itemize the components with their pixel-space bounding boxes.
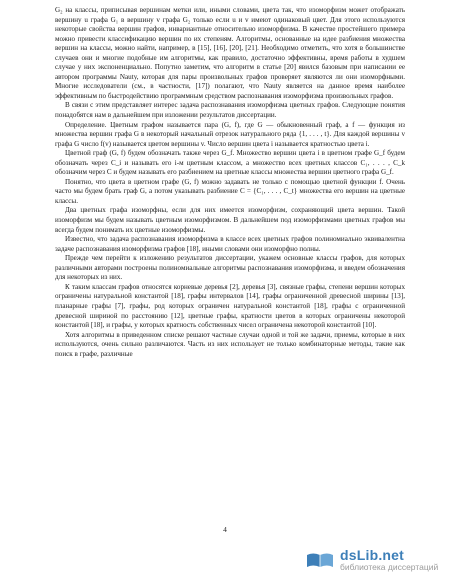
paragraph-8: Прежде чем перейти к изложению результатов диссертации, укажем основные классы графов, для которых различными авторами построены полиномиальные алгоритмы распознавания изоморфизма, и введем обозначения для некоторых из них. [55, 254, 405, 282]
paragraph-5: Понятно, что цвета в цветном графе (G, f) можно задавать не только с помощью цветной функции f. Очень часто мы будем брать граф G, а потом указывать разбиение C = {C₁, . . . , C_t} множества его вершин на цветные классы. [55, 177, 405, 205]
watermark[interactable] [305, 546, 438, 574]
paragraph-6: Два цветных графа изоморфны, если для них имеется изоморфизм, сохраняющий цвета вершин. Такой изоморфизм мы будем называть цветным изоморфизмом. В дальнейшем под изоморфизмами цветных графов мы всегда будем понимать их цветные изоморфизмы. [55, 206, 405, 234]
body-text [55, 6, 405, 359]
watermark-subtitle: библиотека диссертаций [340, 561, 439, 572]
paragraph-10: Хотя алгоритмы в приведенном списке решают частные случаи одной и той же задачи, приемы, которые в них используются, очень сильно различаются. Часть из них использует не только комбинаторные методы, такие как поиск в графе, различные [55, 330, 405, 358]
paragraph-9: К таким классам графов относятся корневые деревья [2], деревья [3], связные графы, степени вершин которых ограничены натуральной константой [18], графы интервалов [14], графы ограниченной древесной ширины [13], планарные графы [7], графы, род которых ограничен натуральной константой [18], графы с ограниченной древесной шириной по расстоянию [12], цветные графы, кратности цветов в которых ограничены некоторой константой [18], и графы, у которых кратность собственных чисел ограничена некоторой константой [10]. [55, 282, 405, 330]
book-logo-icon [305, 551, 335, 569]
paragraph-4: Цветной граф (G, f) будем обозначать также через G_f. Множество вершин цвета i в цветном графе G_f будем обозначать через C_i и называть его i-м цветным классом, а множество всех цветных классов C₁, . . . , C_k обозначим через C и будем называть его разбиением на цветные классы множества вершин цветного графа G_f. [55, 149, 405, 177]
definition-paragraph: Определение. Цветным графом называется пара (G, f), где G — обыкновенный граф, а f — функция из множества вершин графа G в некоторый начальный отрезок натурального ряда {1, . . . , t}. Для каждой вершины v графа G число f(v) называется цветом вершины v. Число вершин цвета i называется кратностью цвета i. [55, 120, 405, 148]
paragraph-1: G₂ на классы, приписывая вершинам метки или, иными словами, цвета так, что изоморфизм может отображать вершину u графа G₁ в вершину v графа G₂ только если u и v имеют одинаковый цвет. Для этого используются некоторые свойства вершин графов, инвариантные относительно изоморфизма. В качестве простейшего примера можно привести классификацию вершин по их степеням. Алгоритмы, основанные на идее разбиения множества вершин на классы, можно найти, например, в [15], [16], [20], [21]. Необходимо отметить, что хотя в большинстве случаев они и многие подобные им алгоритмы, как правило, достаточно эффективны, время работы в худшем случае у них экспоненциально. Попутно заметим, что алгоритм в статье [20] явился базовым при написании ее автором программы Nauty, которая для пары произвольных графов проверяет являются ли они изоморфными. Многие исследователи (см., в частности, [17]) полагают, что Nauty является на данное время наиболее эффективным по быстродействию программным средством распознавания изоморфизма произвольных графов. [55, 6, 405, 100]
watermark-site-name: dsLib.net [340, 547, 405, 564]
paragraph-7: Известно, что задача распознавания изоморфизма в классе всех цветных графов полиномиально эквивалентна задаче распознавания изоморфизма графов [18], иными словами они изоморфно полны. [55, 235, 405, 253]
paragraph-2: В связи с этим представляет интерес задача распознавания изоморфизма цветных графов. Следующие понятия понадобятся нам в дальнейшем при изложении результатов диссертации. [55, 101, 405, 120]
page-number: 4 [223, 525, 227, 534]
